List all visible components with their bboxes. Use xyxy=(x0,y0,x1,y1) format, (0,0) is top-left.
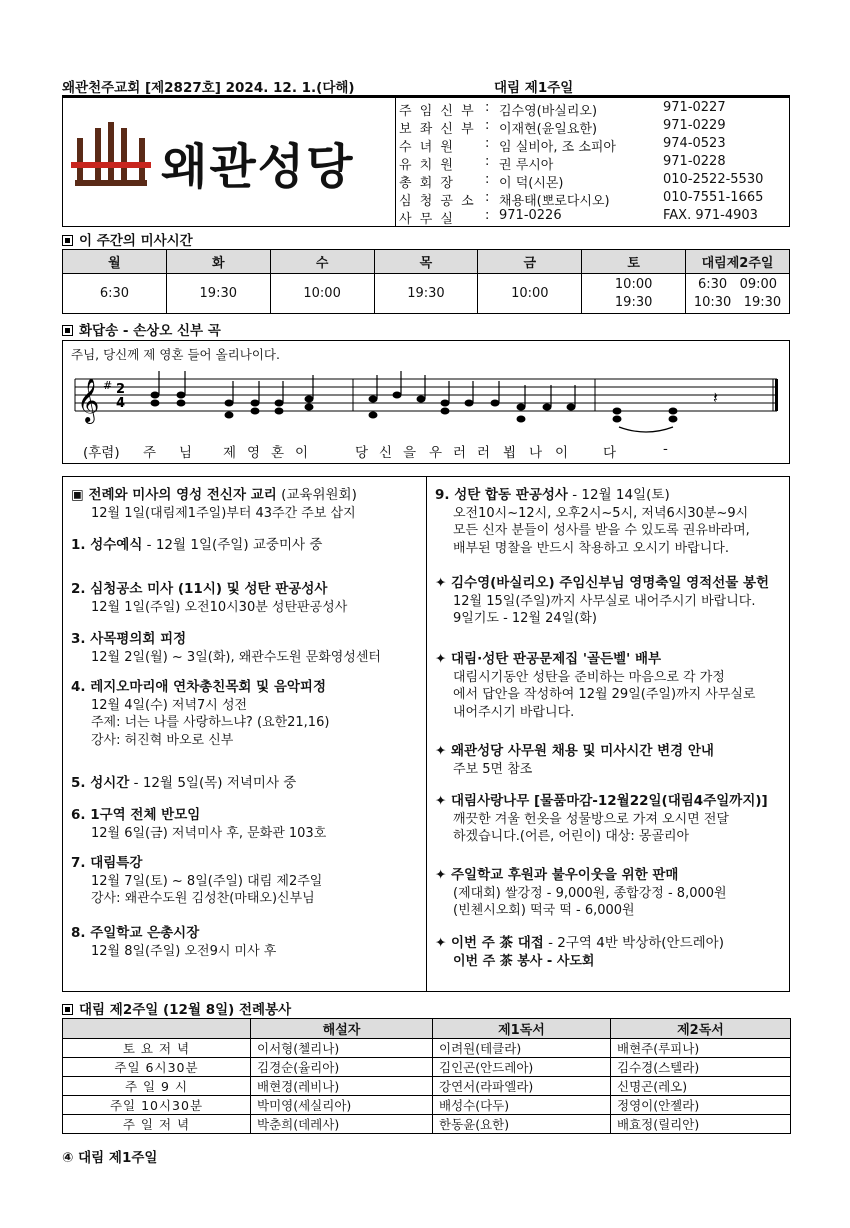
svg-text:2: 2 xyxy=(116,382,126,397)
service-section-title: 대림 제2주일 (12월 8일) 전례봉사 xyxy=(62,998,291,1018)
svg-text:#: # xyxy=(103,379,113,392)
staff-name: 채용태(뽀로다시오) xyxy=(499,194,610,209)
service-person: 정영이(안젤라) xyxy=(611,1096,791,1115)
mass-time-6 xyxy=(686,274,790,314)
notice-heading xyxy=(435,793,785,811)
square-bullet-icon xyxy=(62,1004,73,1015)
notice-line: 12월 1일(주일) 오전10시30분 성탄판공성사 xyxy=(91,599,348,615)
notice-subtitle: - 12월 1일(주일) 교중미사 중 xyxy=(142,537,323,553)
mass-times-row xyxy=(63,274,790,314)
psalm-syllable: 이 xyxy=(555,445,569,461)
mass-time-line: 19:30 xyxy=(199,285,237,301)
notice-item xyxy=(435,793,785,846)
notice-subtitle: (교육위원회) xyxy=(276,487,357,503)
psalm-syllable: 영 xyxy=(247,445,261,461)
service-slot: 주일 6시30분 xyxy=(63,1058,251,1077)
notice-title: 7. 대림특강 xyxy=(71,855,143,871)
page-footer: ④ 대림 제1주일 xyxy=(62,1150,158,1166)
church-logo-icon xyxy=(71,120,151,200)
mass-section-title: 이 주간의 미사시간 xyxy=(62,229,193,249)
psalm-score xyxy=(62,340,790,464)
notice-subtitle: - 12월 14일(토) xyxy=(567,487,670,503)
staff-row xyxy=(399,136,789,154)
table-row xyxy=(63,1077,791,1096)
mass-time-1 xyxy=(166,274,270,314)
service-person: 김수경(스텔라) xyxy=(611,1058,791,1077)
staff-phone: 010-2522-5530 xyxy=(663,172,764,187)
mass-time-line: 10:00 xyxy=(511,285,549,301)
logo-text: 왜관성당 xyxy=(161,139,355,195)
notice-item xyxy=(71,581,421,616)
notice-item xyxy=(435,743,785,778)
staff-role: 주 임 신 부 xyxy=(399,104,476,119)
psalm-syllable: 을 xyxy=(403,445,417,461)
psalm-syllable: 이 xyxy=(295,445,309,461)
service-header-2: 제1독서 xyxy=(433,1019,611,1039)
notice-item xyxy=(435,867,785,920)
mass-time-line: 19:30 xyxy=(614,294,653,310)
psalm-syllable: 러 xyxy=(477,445,491,461)
notice-item xyxy=(71,631,421,666)
notice-title: ✦ 왜관성당 사무원 채용 및 미사시간 변경 안내 xyxy=(435,743,714,759)
notice-heading xyxy=(435,487,785,505)
notice-heading xyxy=(435,651,785,669)
notice-item xyxy=(71,679,421,749)
service-person: 신명곤(레오) xyxy=(611,1077,791,1096)
liturgical-day: 대림 제1주일 xyxy=(494,80,574,96)
staff-name: 권 루시아 xyxy=(499,158,554,173)
notice-title: 전례와 미사의 영성 전신자 교리 xyxy=(88,487,277,503)
psalm-syllable: 주 xyxy=(143,445,157,461)
mass-time-0 xyxy=(63,274,167,314)
staff-row xyxy=(399,154,789,172)
notice-line: 12월 6일(금) 저녁미사 후, 문화관 103호 xyxy=(91,825,327,841)
notice-title: 5. 성시간 xyxy=(71,775,130,791)
notice-heading xyxy=(71,631,421,649)
notice-line: 이번 주 茶 봉사 - 사도회 xyxy=(453,953,595,969)
staff-role: 유 치 원 xyxy=(399,158,455,173)
psalm-lyric: 주님, 당신께 제 영혼 들어 올리나이다. xyxy=(71,347,280,362)
service-slot: 주 일 9 시 xyxy=(63,1077,251,1096)
svg-text:4: 4 xyxy=(116,396,126,411)
notice-line: 하겠습니다.(어른, 어린이) 대상: 몽골리아 xyxy=(453,829,690,844)
notice-item xyxy=(71,487,421,522)
notice-line: 12월 4일(수) 저녁7시 성전 xyxy=(91,697,248,713)
notice-item xyxy=(435,487,785,557)
svg-text:𝄞: 𝄞 xyxy=(77,378,100,422)
notice-heading xyxy=(435,575,785,593)
service-person: 배효정(릴리안) xyxy=(611,1115,791,1134)
notice-title: 2. 심청공소 미사 (11시) 및 성탄 판공성사 xyxy=(71,581,328,597)
staff-colon: : xyxy=(485,190,490,205)
psalm-syllable: 혼 xyxy=(271,445,285,461)
service-person: 배현경(레비나) xyxy=(251,1077,433,1096)
staff-phone: 010-7551-1665 xyxy=(663,190,764,205)
notice-heading xyxy=(435,935,785,953)
psalm-syllable: 뵙 xyxy=(503,445,517,461)
service-person: 한동윤(요한) xyxy=(433,1115,611,1134)
notice-heading xyxy=(71,537,421,555)
staff-phone: FAX. 971-4903 xyxy=(663,208,758,223)
mass-time-line: 6:30 xyxy=(99,285,130,301)
notice-title: ✦ 주일학교 후원과 불우이웃을 위한 판매 xyxy=(435,867,679,883)
psalm-syllable: - xyxy=(663,441,668,457)
psalm-syllable: 다 xyxy=(603,445,617,461)
square-bullet-icon: ▣ xyxy=(71,487,89,503)
notice-line: 12월 1일(대림제1주일)부터 43주간 주보 삽지 xyxy=(91,505,356,521)
notice-line: 12월 2일(월) ~ 3일(화), 왜관수도원 문화영성센터 xyxy=(91,649,381,665)
mass-schedule-table xyxy=(62,249,790,314)
staff-colon: : xyxy=(485,154,490,169)
notice-line: 모든 신자 분들이 성사를 받을 수 있도록 권유바라며, xyxy=(453,523,750,538)
staff-list xyxy=(399,100,789,226)
notice-title: ✦ 이번 주 茶 대접 xyxy=(435,935,544,951)
svg-text:𝄽: 𝄽 xyxy=(713,388,718,407)
notice-title: 3. 사목평의회 피정 xyxy=(71,631,187,647)
table-row xyxy=(63,1096,791,1115)
service-body xyxy=(63,1039,791,1134)
service-slot: 주 일 저 녁 xyxy=(63,1115,251,1134)
service-person: 박춘희(데레사) xyxy=(251,1115,433,1134)
mass-time-line: 10:00 xyxy=(303,285,341,301)
service-header-0 xyxy=(63,1019,251,1039)
mass-days-row xyxy=(63,250,790,274)
staff-row xyxy=(399,172,789,190)
mass-time-line: 10:00 xyxy=(614,276,653,292)
header-box xyxy=(62,97,790,227)
notice-item xyxy=(71,855,421,908)
service-person: 배현주(루피나) xyxy=(611,1039,791,1058)
psalm-section-title: 화답송 - 손상오 신부 곡 xyxy=(62,319,221,339)
mass-time-5 xyxy=(582,274,686,314)
notice-line: 9일기도 - 12월 24일(화) xyxy=(453,611,597,626)
notice-heading xyxy=(435,743,785,761)
notice-heading xyxy=(71,775,421,793)
music-staff xyxy=(63,341,789,463)
notice-subtitle: - 12월 5일(목) 저녁미사 중 xyxy=(129,775,297,791)
staff-colon: : xyxy=(485,136,490,151)
mass-day-4: 금 xyxy=(478,250,582,274)
table-row xyxy=(63,1115,791,1134)
staff-row xyxy=(399,208,789,226)
notice-heading xyxy=(71,581,421,599)
staff-name: 971-0226 xyxy=(499,208,562,223)
staff-role: 총 회 장 xyxy=(399,176,455,191)
notice-line: 내어주시기 바랍니다. xyxy=(453,704,575,720)
notice-line: 강사: 허진혁 바오로 신부 xyxy=(91,732,234,748)
notice-item xyxy=(71,537,421,555)
notice-title: 6. 1구역 전체 반모임 xyxy=(71,807,201,823)
psalm-syllable: 신 xyxy=(379,445,393,461)
mass-day-0: 월 xyxy=(63,250,167,274)
notice-line: 에서 답안을 작성하여 12월 29일(주일)까지 사무실로 xyxy=(453,687,756,702)
notice-heading xyxy=(71,487,421,505)
staff-role: 사 무 실 xyxy=(399,212,455,227)
notice-line: 주보 5면 참조 xyxy=(453,761,533,777)
staff-name: 이 덕(시몬) xyxy=(499,176,564,191)
service-person: 박미영(세실리아) xyxy=(251,1096,433,1115)
mass-day-5: 토 xyxy=(582,250,686,274)
staff-colon: : xyxy=(485,208,490,223)
parish-logo xyxy=(63,98,396,226)
notice-item xyxy=(71,925,421,960)
psalm-syllable: 나 xyxy=(529,445,543,461)
service-person: 김경순(율리아) xyxy=(251,1058,433,1077)
mass-day-2: 수 xyxy=(270,250,374,274)
notice-line: 12월 15일(주일)까지 사무실로 내어주시기 바랍니다. xyxy=(453,593,756,609)
notice-title: 9. 성탄 합동 판공성사 xyxy=(435,487,568,503)
notice-title: 8. 주일학교 은총시장 xyxy=(71,925,200,941)
service-person: 강연서(라파엘라) xyxy=(433,1077,611,1096)
notice-item xyxy=(435,575,785,628)
staff-phone: 971-0228 xyxy=(663,154,726,169)
staff-name: 이재현(윤일요한) xyxy=(499,122,598,137)
staff-colon: : xyxy=(485,100,490,115)
staff-row xyxy=(399,118,789,136)
staff-phone: 971-0227 xyxy=(663,100,726,115)
bulletin-header xyxy=(62,76,790,94)
notice-heading xyxy=(71,925,421,943)
service-slot: 토 요 저 녁 xyxy=(63,1039,251,1058)
mass-time-3 xyxy=(374,274,478,314)
notice-line: 12월 8일(주일) 오전9시 미사 후 xyxy=(91,943,277,959)
table-row xyxy=(63,1058,791,1077)
staff-name: 임 실비아, 조 소피아 xyxy=(499,140,616,155)
notice-heading xyxy=(71,807,421,825)
notice-item xyxy=(435,651,785,721)
staff-name: 김수영(바실리오) xyxy=(499,104,598,119)
notice-heading xyxy=(71,855,421,873)
mass-day-1: 화 xyxy=(166,250,270,274)
square-bullet-icon xyxy=(62,325,73,336)
psalm-syllable: 우 xyxy=(429,445,443,461)
notice-item xyxy=(435,935,785,970)
staff-row xyxy=(399,100,789,118)
mass-day-3: 목 xyxy=(374,250,478,274)
service-slot: 주일 10시30분 xyxy=(63,1096,251,1115)
notice-item xyxy=(71,807,421,842)
mass-time-line: 10:30 19:30 xyxy=(693,294,782,310)
service-header-row xyxy=(63,1019,791,1039)
staff-row xyxy=(399,190,789,208)
psalm-syllable: 러 xyxy=(453,445,467,461)
psalm-syllable: 당 xyxy=(355,445,369,461)
staff-role: 수 녀 원 xyxy=(399,140,455,155)
mass-time-2 xyxy=(270,274,374,314)
mass-time-line: 19:30 xyxy=(407,285,445,301)
table-row xyxy=(63,1039,791,1058)
staff-colon: : xyxy=(485,172,490,187)
service-table xyxy=(62,1018,791,1134)
staff-phone: 974-0523 xyxy=(663,136,726,151)
notice-title: ✦ 대림사랑나무 [물품마감-12월22일(대림4주일까지)] xyxy=(435,793,768,809)
notice-heading xyxy=(71,679,421,697)
service-header-1: 해설자 xyxy=(251,1019,433,1039)
notice-title: ✦ 대림·성탄 판공문제집 '골든벨' 배부 xyxy=(435,651,662,667)
notice-line: 깨끗한 겨울 헌옷을 성물방으로 가져 오시면 전달 xyxy=(453,811,729,827)
service-header-3: 제2독서 xyxy=(611,1019,791,1039)
notice-line: 강사: 왜관수도원 김성찬(마태오)신부님 xyxy=(91,891,315,906)
notice-item xyxy=(71,775,421,793)
notice-line: (빈첸시오회) 떡국 떡 - 6,000원 xyxy=(453,903,635,918)
notices-box xyxy=(62,476,790,992)
notice-line: 배부된 명찰을 반드시 착용하고 오시기 바랍니다. xyxy=(453,540,729,556)
bulletin-issue: 왜관천주교회 [제2827호] 2024. 12. 1.(다해) xyxy=(62,80,355,96)
service-person: 이려원(테클라) xyxy=(433,1039,611,1058)
square-bullet-icon xyxy=(62,235,73,246)
notice-line: 오전10시~12시, 오후2시~5시, 저녁6시30분~9시 xyxy=(453,505,749,521)
staff-phone: 971-0229 xyxy=(663,118,726,133)
service-person: 배성수(다두) xyxy=(433,1096,611,1115)
notice-line: 12월 7일(토) ~ 8일(주일) 대림 제2주일 xyxy=(91,873,323,889)
column-divider xyxy=(426,477,427,991)
notice-heading xyxy=(435,867,785,885)
mass-day-6: 대림제2주일 xyxy=(686,250,790,274)
notice-line: 주제: 너는 나를 사랑하느냐? (요한21,16) xyxy=(91,715,330,730)
staff-colon: : xyxy=(485,118,490,133)
service-person: 이서형(첼리나) xyxy=(251,1039,433,1058)
mass-time-4 xyxy=(478,274,582,314)
psalm-syllable: 제 xyxy=(223,445,237,461)
notice-line: (제대회) 쌀강정 - 9,000원, 종합강정 - 8,000원 xyxy=(453,885,727,901)
notice-title: ✦ 김수영(바실리오) 주임신부님 영명축일 영적선물 봉헌 xyxy=(435,575,770,591)
staff-role: 심 청 공 소 xyxy=(399,194,476,209)
mass-time-line: 6:30 09:00 xyxy=(698,276,778,292)
notice-title: 4. 레지오마리애 연차총친목회 및 음악피정 xyxy=(71,679,327,695)
service-person: 김인곤(안드레아) xyxy=(433,1058,611,1077)
psalm-syllable: 님 xyxy=(179,445,193,461)
notice-title: 1. 성수예식 xyxy=(71,537,143,553)
notice-line: 대림시기동안 성탄을 준비하는 마음으로 각 가정 xyxy=(453,669,725,685)
notice-subtitle: - 2구역 4반 박상하(안드레아) xyxy=(543,935,724,951)
staff-role: 보 좌 신 부 xyxy=(399,122,476,137)
psalm-syllable: (후렴) xyxy=(83,445,120,461)
